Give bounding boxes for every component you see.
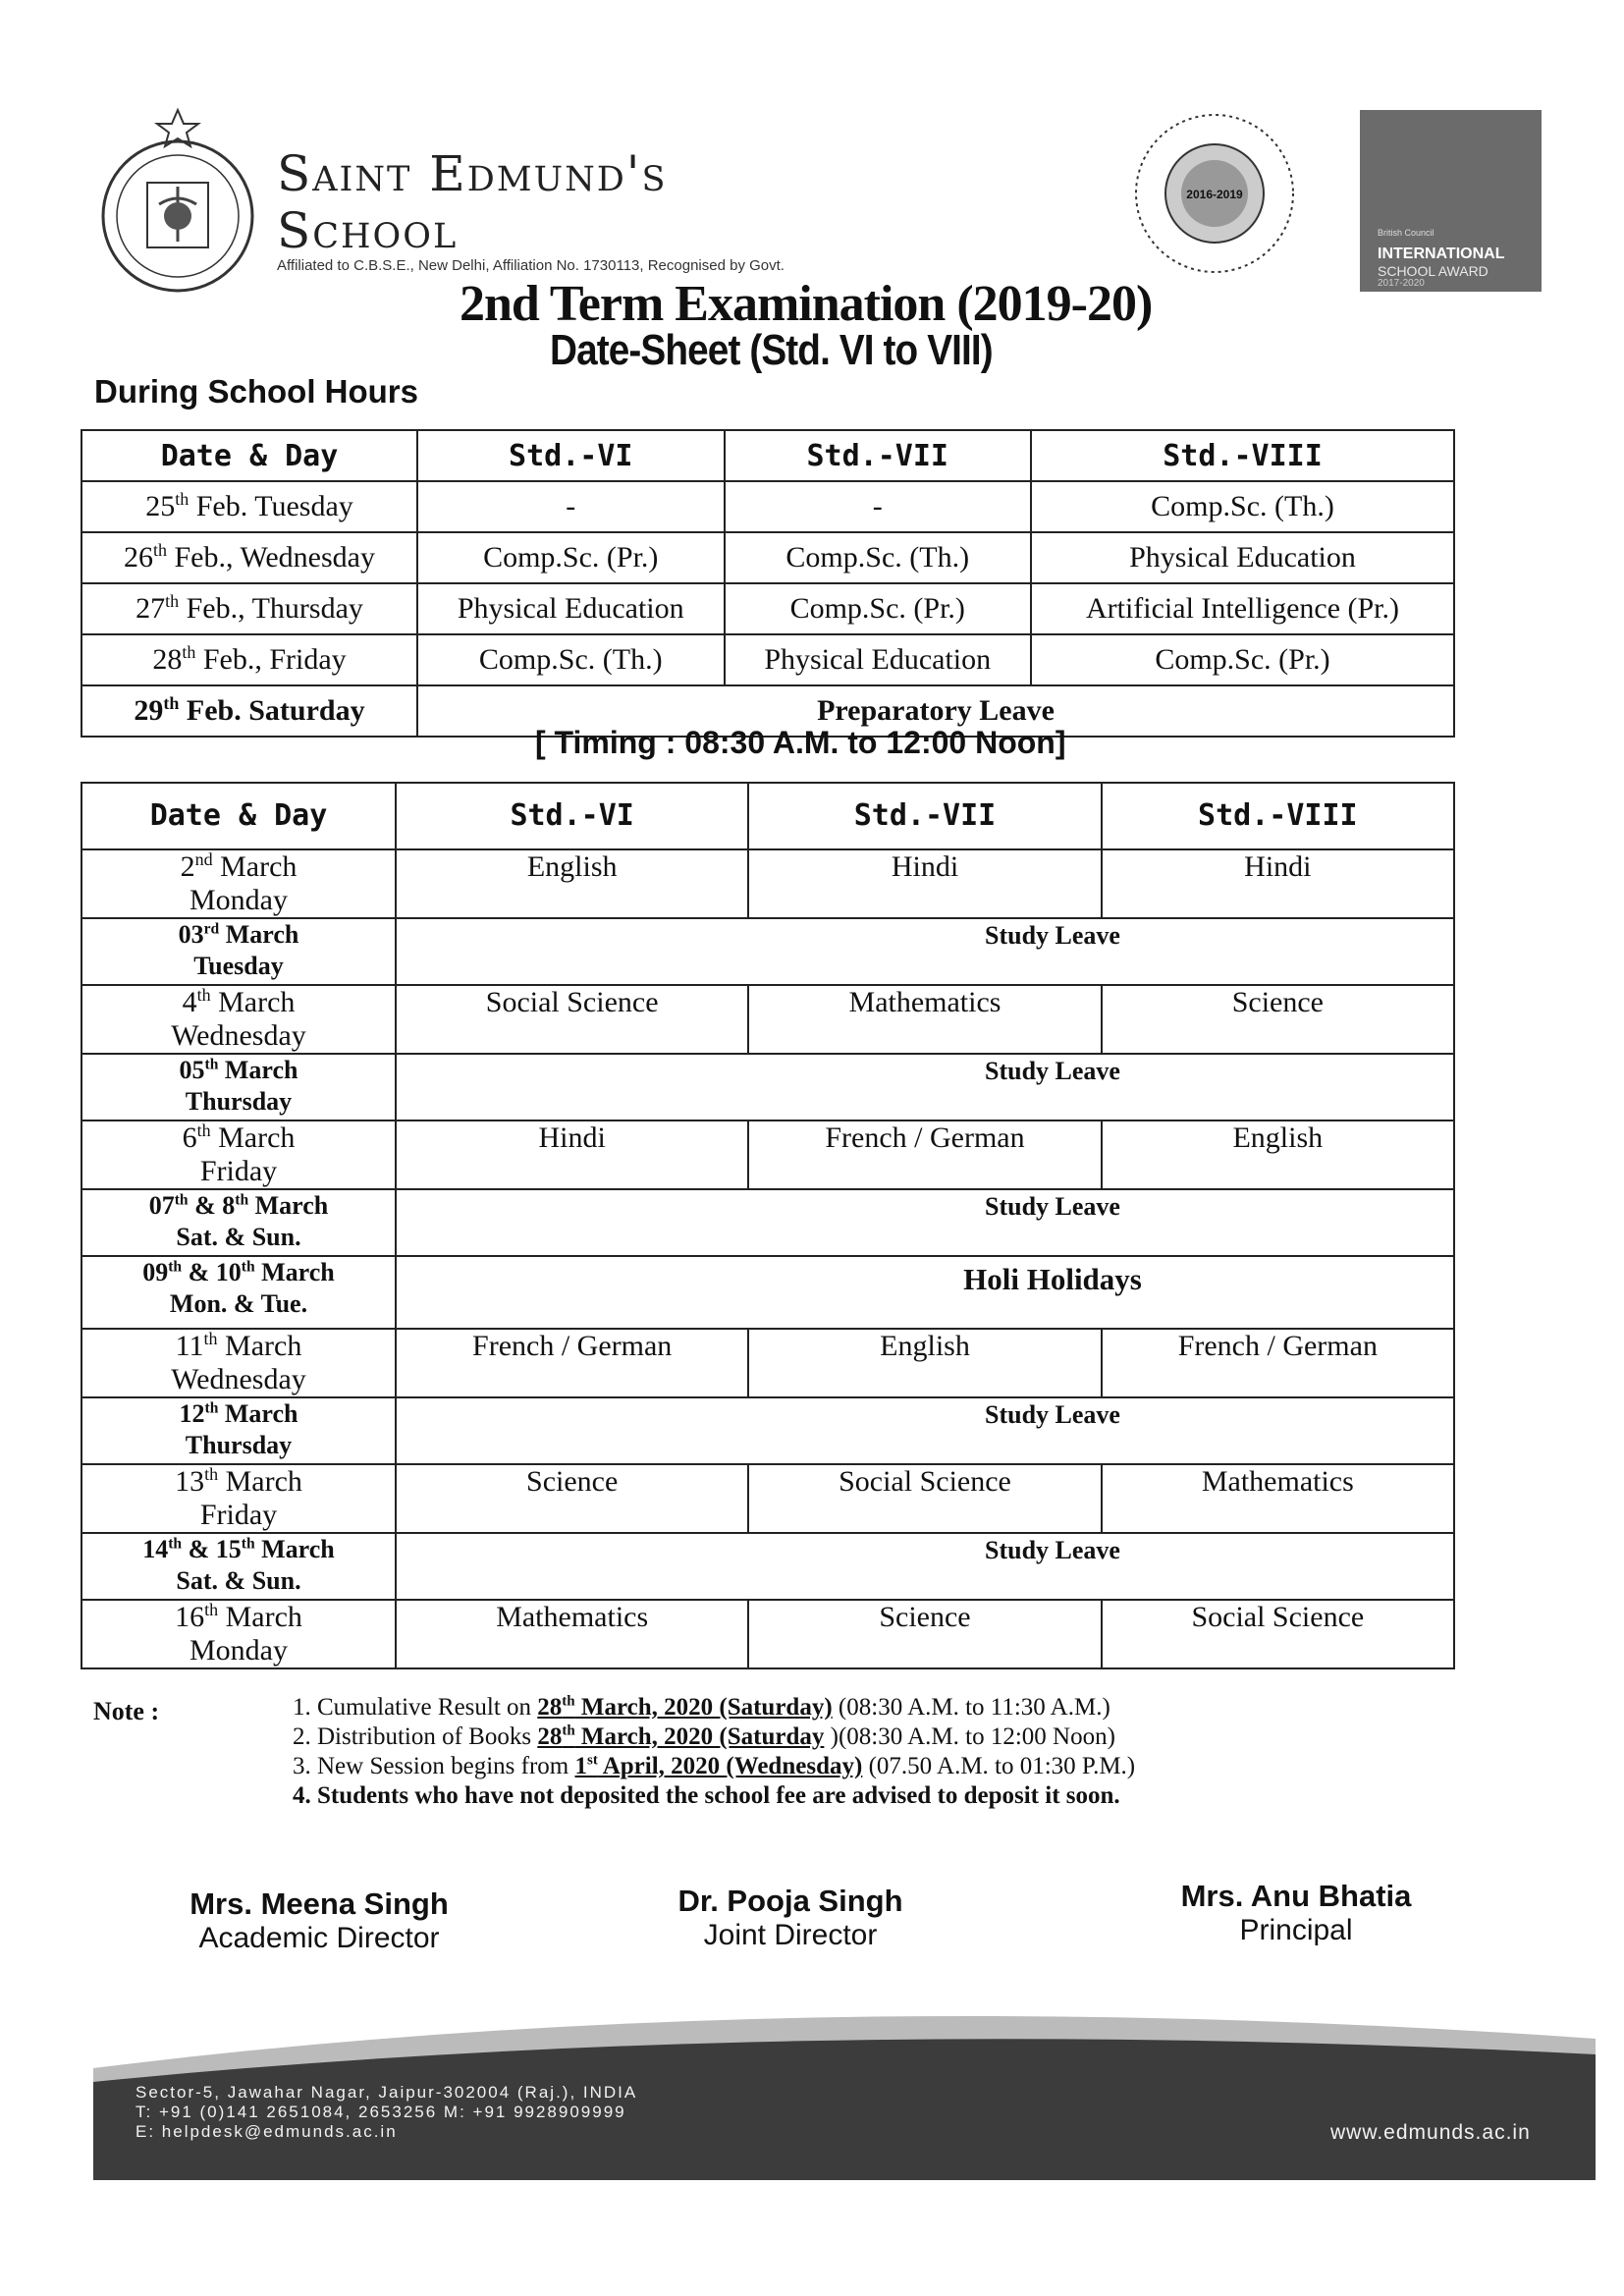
subject-cell: - <box>417 481 725 532</box>
subject-cell: Hindi <box>748 849 1101 918</box>
subject-cell: Hindi <box>396 1121 748 1189</box>
signatory-role: Principal <box>1239 1914 1353 1946</box>
subject-cell: Mathematics <box>396 1600 748 1668</box>
table-row <box>81 1054 1454 1121</box>
table-row <box>81 1533 1454 1600</box>
signature-joint-director <box>643 1884 938 1952</box>
date-cell: 16th March Monday <box>81 1600 396 1668</box>
note-item: 4. Students who have not deposited the school fee are advised to deposit it soon. <box>293 1782 1120 1809</box>
isa-title: INTERNATIONAL <box>1378 246 1505 262</box>
subject-cell: Comp.Sc. (Pr.) <box>417 532 725 583</box>
header-std-vi: Std.-VI <box>396 783 748 849</box>
note-label: Note : <box>93 1697 160 1725</box>
date-cell: 03rd March Tuesday <box>81 918 396 985</box>
date-cell: 27th Feb., Thursday <box>81 583 417 634</box>
table-header-row <box>81 783 1454 849</box>
signature-academic-director <box>182 1886 457 1955</box>
date-cell: 05th March Thursday <box>81 1054 396 1121</box>
holiday-cell: Holi Holidays <box>396 1256 1454 1329</box>
subject-cell: Social Science <box>396 985 748 1054</box>
signatory-role: Joint Director <box>703 1919 878 1951</box>
exam-timing: [ Timing : 08:30 A.M. to 12:00 Noon] <box>535 725 1066 760</box>
signatory-name: Dr. Pooja Singh <box>677 1884 903 1918</box>
study-leave-cell: Study Leave <box>396 918 1454 985</box>
table-row <box>81 532 1454 583</box>
subject-cell: Physical Education <box>1031 532 1454 583</box>
table-row <box>81 1256 1454 1329</box>
table-row <box>81 481 1454 532</box>
february-schedule-table <box>81 429 1455 738</box>
footer-contact <box>135 2083 637 2142</box>
note-item: 3. New Session begins from 1st April, 2020 (Wednesday) (07.50 A.M. to 01:30 P.M.) <box>293 1752 1136 1779</box>
subject-cell: French / German <box>1102 1329 1454 1397</box>
school-hours-label: During School Hours <box>94 373 418 410</box>
table-row <box>81 1189 1454 1256</box>
table-row <box>81 1121 1454 1189</box>
preparatory-leave-cell: Preparatory Leave <box>417 685 1454 737</box>
date-cell: 07th & 8th March Sat. & Sun. <box>81 1189 396 1256</box>
isa-council-text: British Council <box>1378 228 1435 238</box>
subject-cell: Mathematics <box>1102 1464 1454 1533</box>
signatory-name: Mrs. Anu Bhatia <box>1180 1879 1412 1913</box>
school-name <box>277 145 668 259</box>
subject-cell: English <box>396 849 748 918</box>
date-cell: 6th March Friday <box>81 1121 396 1189</box>
signature-principal <box>1149 1879 1443 1947</box>
table-row <box>81 985 1454 1054</box>
footer-website-link[interactable]: www.edmunds.ac.in <box>1330 2121 1531 2144</box>
date-cell: 14th & 15th March Sat. & Sun. <box>81 1533 396 1600</box>
signatory-name: Mrs. Meena Singh <box>189 1886 449 1921</box>
subject-cell: Social Science <box>748 1464 1101 1533</box>
isa-subtitle: SCHOOL AWARD <box>1378 263 1489 279</box>
note-item: 1. Cumulative Result on 28th March, 2020 (Saturday) (08:30 A.M. to 11:30 A.M.) <box>293 1693 1110 1721</box>
table-row <box>81 1397 1454 1464</box>
header-date-day: Date & Day <box>81 430 417 481</box>
study-leave-cell: Study Leave <box>396 1054 1454 1121</box>
subject-cell: Mathematics <box>748 985 1101 1054</box>
table-row <box>81 634 1454 685</box>
study-leave-cell: Study Leave <box>396 1397 1454 1464</box>
subject-cell: Social Science <box>1102 1600 1454 1668</box>
signatory-role: Academic Director <box>198 1922 440 1954</box>
table-row <box>81 1600 1454 1668</box>
date-cell: 12th March Thursday <box>81 1397 396 1464</box>
table-row <box>81 1464 1454 1533</box>
table-header-row <box>81 430 1454 481</box>
subject-cell: French / German <box>748 1121 1101 1189</box>
date-cell: 26th Feb., Wednesday <box>81 532 417 583</box>
date-cell: 28th Feb., Friday <box>81 634 417 685</box>
march-schedule-table <box>81 782 1455 1669</box>
note-item: 2. Distribution of Books 28th March, 2020 (Saturday )(08:30 A.M. to 12:00 Noon) <box>293 1722 1115 1750</box>
subject-cell: Science <box>748 1600 1101 1668</box>
affiliation-text: Affiliated to C.B.S.E., New Delhi, Affiliation No. 1730113, Recognised by Govt. <box>277 257 785 274</box>
header-date-day: Date & Day <box>81 783 396 849</box>
subject-cell: Physical Education <box>725 634 1032 685</box>
header-std-vii: Std.-VII <box>725 430 1032 481</box>
date-cell: 4th March Wednesday <box>81 985 396 1054</box>
subject-cell: Comp.Sc. (Pr.) <box>725 583 1032 634</box>
date-cell: 11th March Wednesday <box>81 1329 396 1397</box>
table-row <box>81 918 1454 985</box>
date-cell: 2nd March Monday <box>81 849 396 918</box>
header-std-viii: Std.-VIII <box>1102 783 1454 849</box>
subject-cell: Artificial Intelligence (Pr.) <box>1031 583 1454 634</box>
footer-email[interactable]: E: helpdesk@edmunds.ac.in <box>135 2122 398 2141</box>
school-name-line1: Saint Edmund's <box>277 145 668 202</box>
subject-cell: Science <box>396 1464 748 1533</box>
subject-cell: Comp.Sc. (Th.) <box>1031 481 1454 532</box>
subject-cell: Hindi <box>1102 849 1454 918</box>
date-cell: 29th Feb. Saturday <box>81 685 417 737</box>
subject-cell: French / German <box>396 1329 748 1397</box>
international-school-award-logo <box>1360 110 1542 292</box>
school-name-line2: School <box>277 202 459 259</box>
study-leave-cell: Study Leave <box>396 1533 1454 1600</box>
notes-list <box>293 1693 1135 1811</box>
subject-cell: Comp.Sc. (Pr.) <box>1031 634 1454 685</box>
subject-cell: English <box>1102 1121 1454 1189</box>
subject-cell: Comp.Sc. (Th.) <box>725 532 1032 583</box>
header-std-viii: Std.-VIII <box>1031 430 1454 481</box>
table-row <box>81 849 1454 918</box>
subject-cell: Comp.Sc. (Th.) <box>417 634 725 685</box>
subject-cell: English <box>748 1329 1101 1397</box>
date-cell: 13th March Friday <box>81 1464 396 1533</box>
date-sheet-title: Date-Sheet (Std. VI to VIII) <box>550 326 993 374</box>
exam-title: 2nd Term Examination (2019-20) <box>460 276 1153 332</box>
isa-years: 2017-2020 <box>1378 278 1425 289</box>
header-std-vi: Std.-VI <box>417 430 725 481</box>
date-cell: 25th Feb. Tuesday <box>81 481 417 532</box>
table-row <box>81 583 1454 634</box>
footer-address: Sector-5, Jawahar Nagar, Jaipur-302004 (Raj.), INDIA <box>135 2083 638 2102</box>
green-logo-years: 2016-2019 <box>1186 188 1243 201</box>
date-cell: 09th & 10th March Mon. & Tue. <box>81 1256 396 1329</box>
subject-cell: Science <box>1102 985 1454 1054</box>
school-crest-logo <box>90 106 265 299</box>
subject-cell: - <box>725 481 1032 532</box>
table-row <box>81 1329 1454 1397</box>
footer-phone: T: +91 (0)141 2651084, 2653256 M: +91 9928909999 <box>135 2103 626 2121</box>
header-std-vii: Std.-VII <box>748 783 1101 849</box>
subject-cell: Physical Education <box>417 583 725 634</box>
green-schools-programme-logo <box>1131 110 1298 277</box>
study-leave-cell: Study Leave <box>396 1189 1454 1256</box>
